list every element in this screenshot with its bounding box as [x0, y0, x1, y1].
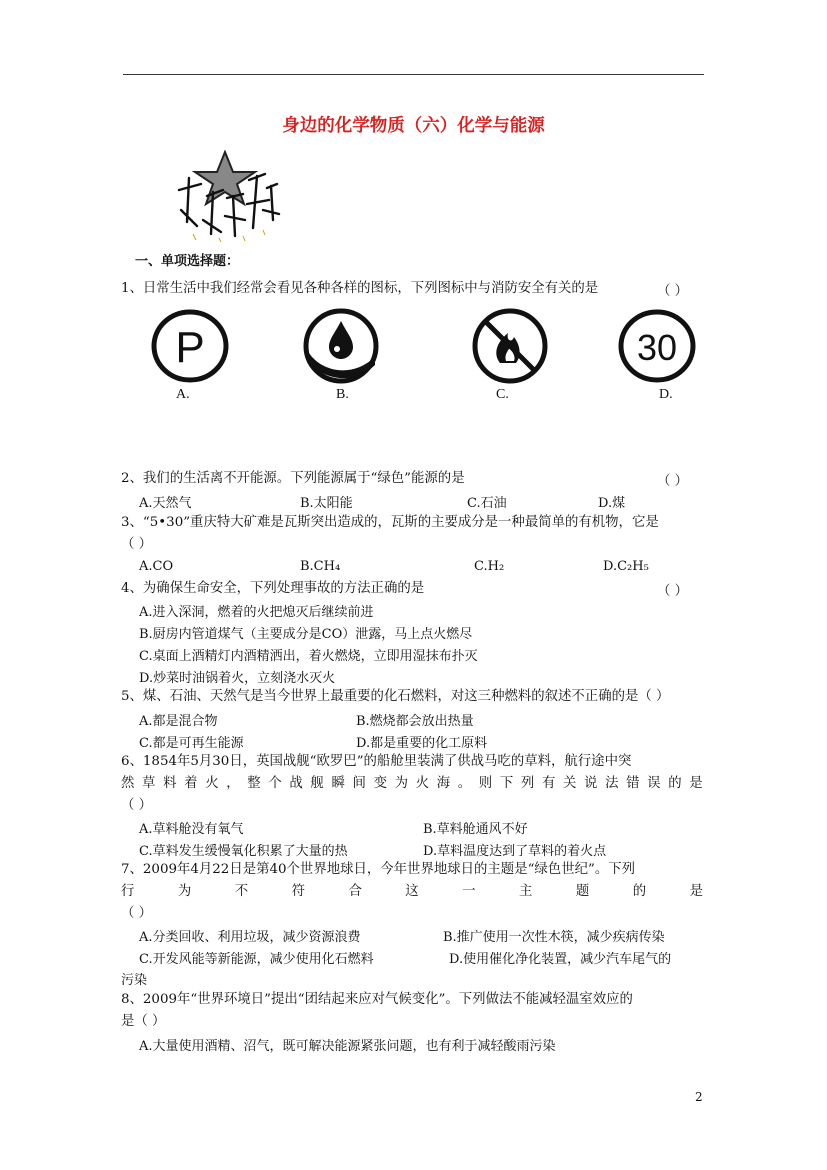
option-2c[interactable]: C.石油: [467, 496, 507, 511]
question-6-stem-char: 间: [352, 776, 366, 791]
question-6-stem-char: 整: [247, 776, 261, 791]
option-3c[interactable]: C.H₂: [474, 559, 505, 574]
question-6-stem-char: 为: [394, 776, 408, 791]
question-7-stem-word: 主: [519, 884, 533, 899]
question-7-stem-line-2: [121, 883, 703, 901]
option-6b[interactable]: B.草料舱通风不好: [423, 822, 528, 837]
question-6-stem-char: 列: [520, 776, 535, 791]
question-3-answer-blank[interactable]: （ ）: [121, 537, 153, 552]
page-number: 2: [695, 1090, 703, 1104]
question-5-stem: 5、煤、石油、天然气是当今世界上最重要的化石燃料，对这三种燃料的叙述不正确的是（ ）: [121, 689, 670, 704]
option-6c[interactable]: C.草料发生缓慢氧化积累了大量的热: [139, 844, 348, 859]
question-8-stem-line-2: 是（ ）: [121, 1014, 166, 1029]
option-1a-label: A.: [176, 387, 190, 402]
option-7a[interactable]: A.分类回收、利用垃圾，减少资源浪费: [139, 930, 361, 945]
option-5a[interactable]: A.都是混合物: [139, 714, 218, 729]
speed-limit-icon[interactable]: [617, 307, 699, 385]
question-4-answer-blank[interactable]: （ ）: [657, 584, 689, 599]
no-fire-icon[interactable]: [470, 307, 552, 385]
option-7d-continued: 污染: [121, 973, 148, 988]
question-6-stem-char: 说: [584, 776, 598, 791]
option-7d[interactable]: D.使用催化净化装置，减少汽车尾气的: [449, 952, 672, 967]
question-6-stem-char: 瞬: [331, 776, 345, 791]
option-2b[interactable]: B.太阳能: [300, 496, 353, 511]
question-6-answer-blank[interactable]: （ ）: [121, 798, 153, 813]
question-7-stem-word: 行: [121, 884, 135, 899]
question-6-stem-line-2: [121, 775, 703, 793]
option-5d[interactable]: D.都是重要的化工原料: [356, 736, 488, 751]
question-8-stem-line-1: 8、2009年“世界环境日”提出“团结起来应对气候变化”。下列做法不能减轻温室效应的: [121, 992, 633, 1007]
question-7-stem-word: 符: [291, 884, 305, 899]
question-6-stem-char: 有: [541, 776, 556, 791]
question-2-answer-blank[interactable]: （ ）: [657, 474, 689, 489]
option-3b[interactable]: B.CH₄: [300, 559, 341, 574]
question-7-stem-word: 题: [575, 884, 590, 899]
svg-text:30: 30: [636, 327, 678, 368]
question-7-stem-word: 为: [177, 884, 192, 899]
question-6-stem-char: 舰: [310, 776, 324, 791]
question-1-answer-blank[interactable]: （ ）: [657, 284, 689, 299]
page-title: 身边的化学物质（六）化学与能源: [282, 116, 545, 136]
question-6-stem-char: 然: [121, 776, 135, 791]
question-7-stem-word: 不: [234, 884, 249, 899]
option-4a[interactable]: A.进入深洞，燃着的火把熄灭后继续前进: [139, 605, 374, 620]
question-6-stem-char: 火: [205, 776, 219, 791]
logo-stamp-icon: [173, 150, 283, 242]
question-7-stem-word: 这: [405, 884, 419, 899]
option-4d[interactable]: D.炒菜时油锅着火，立刻浇水灭火: [139, 671, 336, 686]
question-6-stem-char: 下: [499, 776, 514, 791]
question-1-stem: 1、日常生活中我们经常会看见各种各样的图标，下列图标中与消防安全有关的是: [121, 281, 599, 296]
question-6-stem-char: 法: [605, 776, 619, 791]
option-2d[interactable]: D.煤: [598, 496, 626, 511]
option-8a[interactable]: A.大量使用酒精、沼气，既可解决能源紧张问题，也有利于减轻酸雨污染: [139, 1039, 556, 1054]
question-7-stem-word: 一: [462, 884, 476, 899]
question-6-stem-char: 着: [184, 776, 198, 791]
option-4c[interactable]: C.桌面上酒精灯内酒精洒出，着火燃烧，立即用湿抹布扑灭: [139, 649, 478, 664]
question-6-stem-char: 草: [142, 776, 156, 791]
question-6-stem-line-1: 6、1854年5月30日，英国战舰“欧罗巴”的船舱里装满了供战马吃的草料，航行途中突: [121, 754, 632, 769]
option-7c[interactable]: C.开发风能等新能源，减少使用化石燃料: [139, 952, 374, 967]
question-7-answer-blank[interactable]: （ ）: [121, 906, 153, 921]
question-3-stem: 3、“5•30”重庆特大矿难是瓦斯突出造成的，瓦斯的主要成分是一种最简单的有机物，它是: [121, 515, 659, 530]
question-6-stem-char: 是: [689, 776, 703, 791]
question-6-stem-char: 海: [436, 776, 451, 791]
water-drop-hand-icon[interactable]: [301, 307, 383, 385]
option-6d[interactable]: D.草料温度达到了草料的着火点: [423, 844, 607, 859]
question-6-stem-char: 火: [415, 776, 430, 791]
option-1d-label: D.: [659, 387, 673, 402]
question-2-stem: 2、我们的生活离不开能源。下列能源属于“绿色”能源的是: [121, 471, 465, 486]
question-6-stem-char: 的: [668, 776, 682, 791]
option-3d[interactable]: D.C₂H₅: [603, 559, 649, 574]
question-7-stem-line-1: 7、2009年4月22日是第40个世界地球日，今年世界地球日的主题是“绿色世纪”。下列: [121, 862, 635, 877]
option-1b-label: B.: [336, 387, 349, 402]
svg-text:P: P: [175, 323, 205, 372]
option-5b[interactable]: B.燃烧都会放出热量: [356, 714, 474, 729]
question-6-stem-char: 个: [268, 776, 282, 791]
question-4-stem: 4、为确保生命安全，下列处理事故的方法正确的是: [121, 581, 425, 596]
question-6-stem-char: 战: [289, 776, 303, 791]
option-7b[interactable]: B.推广使用一次性木筷，减少疾病传染: [443, 930, 665, 945]
option-2a[interactable]: A.天然气: [139, 496, 192, 511]
question-6-stem-char: 。: [457, 776, 472, 791]
question-7-stem-word: 是: [689, 884, 703, 899]
option-3a[interactable]: A.CO: [139, 559, 174, 574]
question-6-stem-char: 则: [478, 776, 493, 791]
parking-sign-icon[interactable]: [150, 307, 232, 385]
question-6-stem-char: 误: [647, 776, 661, 791]
option-1c-label: C.: [496, 387, 509, 402]
header-rule: [123, 74, 704, 75]
question-6-stem-char: 关: [562, 776, 577, 791]
question-7-stem-word: 的: [632, 884, 647, 899]
section-heading: 一、单项选择题：: [135, 254, 240, 269]
option-6a[interactable]: A.草料舱没有氧气: [139, 822, 244, 837]
question-6-stem-char: 料: [163, 776, 177, 791]
option-5c[interactable]: C.都是可再生能源: [139, 736, 244, 751]
question-6-stem-char: ，: [226, 776, 240, 791]
option-4b[interactable]: B.厨房内管道煤气（主要成分是CO）泄露，马上点火燃尽: [139, 627, 473, 642]
question-6-stem-char: 变: [373, 776, 387, 791]
question-7-stem-word: 合: [348, 884, 362, 899]
question-6-stem-char: 错: [626, 776, 640, 791]
